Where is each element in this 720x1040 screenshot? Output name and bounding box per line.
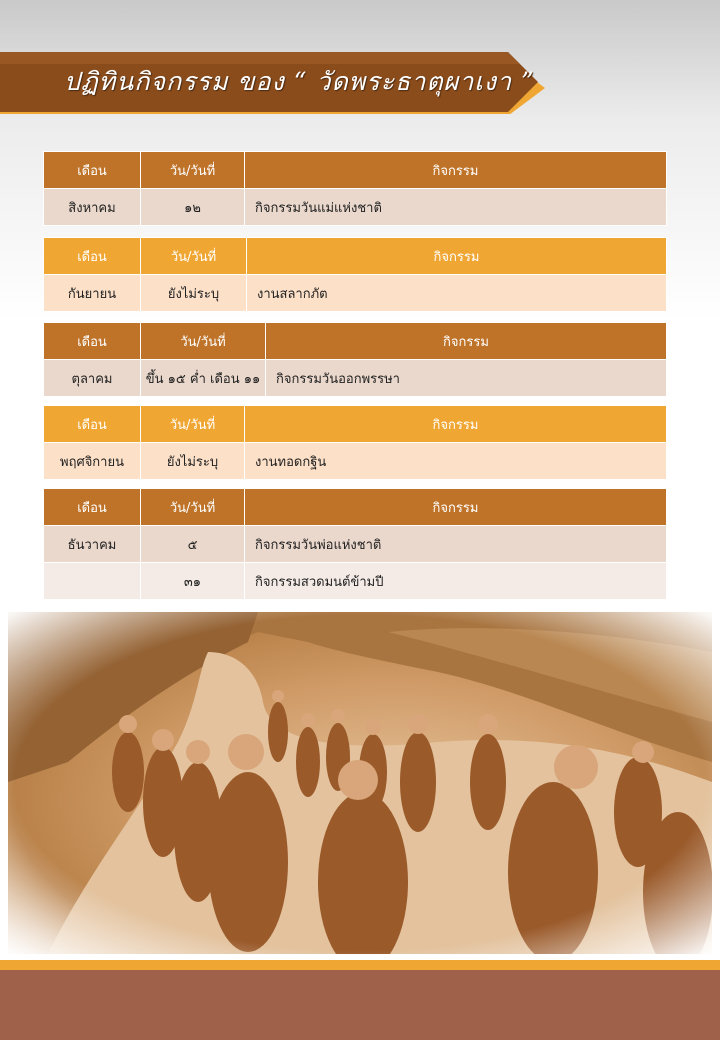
cell-month: ตุลาคม [44,360,141,397]
table-row [44,526,667,563]
header-activity: กิจกรรม [245,152,667,189]
table-header-row [44,489,667,526]
table-header-row [44,238,667,275]
cell-activity: งานทอดกฐิน [245,443,667,480]
footer-band [0,970,720,1040]
cell-activity: งานสลากภัต [247,275,667,312]
cell-activity: กิจกรรมวันออกพรรษา [266,360,667,397]
table-row [44,360,667,397]
activity-table-september [43,237,667,312]
header-activity: กิจกรรม [266,323,667,360]
header-date: วัน/วันที่ [141,238,247,275]
header-activity: กิจกรรม [245,489,667,526]
cell-date: ๑๒ [141,189,245,226]
title-banner [0,52,545,114]
header-date: วัน/วันที่ [141,323,266,360]
table-row [44,275,667,312]
activity-table-december [43,488,667,600]
table-header-row [44,323,667,360]
cell-date: ๓๑ [141,563,245,600]
header-month: เดือน [44,238,141,275]
cell-date: ขึ้น ๑๕ ค่ำ เดือน ๑๑ [141,360,266,397]
activity-table-october [43,322,667,397]
cell-date: ๕ [141,526,245,563]
header-month: เดือน [44,489,141,526]
cell-month: กันยายน [44,275,141,312]
header-month: เดือน [44,152,141,189]
header-activity: กิจกรรม [247,238,667,275]
header-month: เดือน [44,323,141,360]
table-row [44,443,667,480]
header-activity: กิจกรรม [245,406,667,443]
photo-illustration [8,612,712,954]
cell-activity: กิจกรรมวันพ่อแห่งชาติ [245,526,667,563]
cell-activity: กิจกรรมวันแม่แห่งชาติ [245,189,667,226]
cell-month [44,563,141,600]
header-date: วัน/วันที่ [141,489,245,526]
footer-accent-stripe [0,960,720,970]
table-header-row [44,406,667,443]
header-date: วัน/วันที่ [141,406,245,443]
page-title: ปฏิทินกิจกรรม ของ “ วัดพระธาตุผาเงา ” [64,67,535,96]
cell-month: พฤศจิกายน [44,443,141,480]
header-date: วัน/วันที่ [141,152,245,189]
header-month: เดือน [44,406,141,443]
cell-month: ธันวาคม [44,526,141,563]
cell-date: ยังไม่ระบุ [141,275,247,312]
table-row [44,563,667,600]
activity-table-november [43,405,667,480]
table-row [44,189,667,226]
cell-month: สิงหาคม [44,189,141,226]
cell-activity: กิจกรรมสวดมนต์ข้ามปี [245,563,667,600]
monks-procession-photo [8,612,712,954]
activity-table-august [43,151,667,226]
table-header-row [44,152,667,189]
cell-date: ยังไม่ระบุ [141,443,245,480]
